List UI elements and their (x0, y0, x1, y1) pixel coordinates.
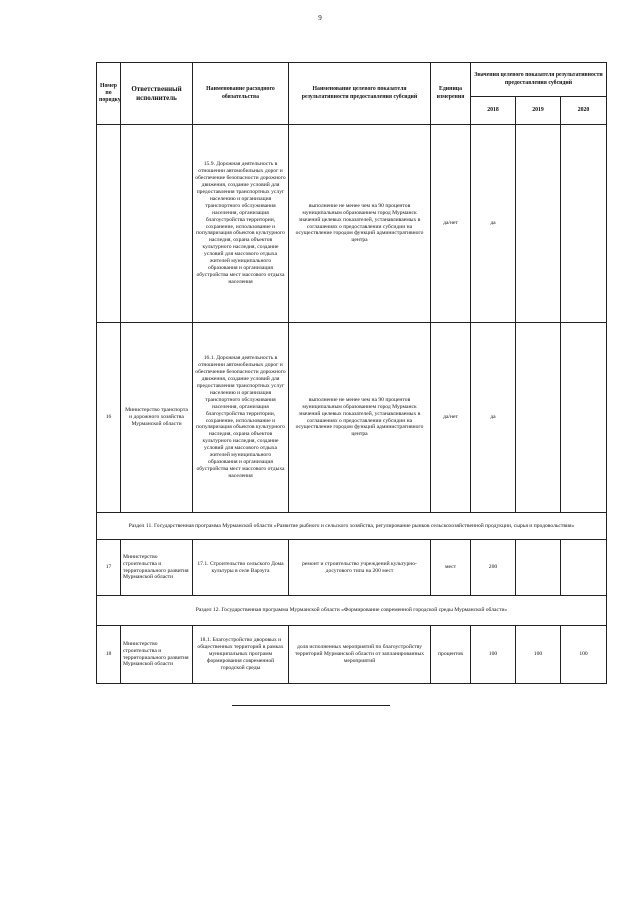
header-year-2018: 2018 (471, 97, 516, 125)
value-2018: да (471, 323, 516, 513)
header-responsible: Ответственный исполнитель (121, 63, 193, 125)
table-row (97, 323, 607, 513)
expenditure-obligation: 17.1. Строительство сельского Дома культуры в селе Варзуга (193, 540, 289, 596)
table-row (97, 540, 607, 596)
header-number: Номер по порядку (97, 63, 121, 125)
section-heading: Раздел 12. Государственная программа Мурманской области «Формирование современной городской среды Мурманской области» (97, 596, 607, 626)
row-number: 18 (97, 626, 121, 684)
responsible-executor: Министерство транспорта и дорожного хозяйства Мурманской области (121, 323, 193, 513)
subsidy-indicators-table (96, 62, 607, 684)
row-number (97, 125, 121, 323)
row-number: 17 (97, 540, 121, 596)
closing-line (232, 705, 390, 706)
unit-of-measure: мест (431, 540, 471, 596)
expenditure-obligation: 15.9. Дорожная деятельность в отношении автомобильных дорог и обеспечение безопасности дорожного движения, создание условий для предоставления транспортных услуг населению и организация транспортного обслуживания населения, организация благоустройства территории, сохранение, использование и популяризация объектов культурного наследия, охрана объектов культурного наследия, создание условий для массового отдыха жителей муниципального образования и организация обустройства мест массового отдыха населения (193, 125, 289, 323)
expenditure-obligation: 16.1. Дорожная деятельность в отношении автомобильных дорог и обеспечение безопасности дорожного движения, создание условий для предоставления транспортных услуг населению и организация транспортного обслуживания населения, организация благоустройства территории, сохранение, использование и популяризация объектов культурного наследия, охрана объектов культурного наследия, создание условий для массового отдыха жителей муниципального образования и организация обустройства мест массового отдыха населения (193, 323, 289, 513)
page-number: 9 (318, 14, 322, 22)
target-indicator: выполнение не менее чем на 90 процентов муниципальным образованием город Мурманск значений целевых показателей, устанавливаемых в соглашениях о предоставлении субсидии на осуществление городом функций административного центра (289, 125, 431, 323)
target-indicator: выполнение не менее чем на 90 процентов муниципальным образованием город Мурманск значений целевых показателей, устанавливаемых в соглашениях о предоставлении субсидии на осуществление городом функций административного центра (289, 323, 431, 513)
responsible-executor: Министерство строительства и территориального развития Мурманской области (121, 540, 193, 596)
value-2020: 100 (561, 626, 607, 684)
expenditure-obligation: 18.1. Благоустройство дворовых и общественных территорий в рамках муниципальных программ формирования современной городской среды (193, 626, 289, 684)
value-2020 (561, 125, 607, 323)
header-year-2019: 2019 (516, 97, 561, 125)
target-indicator: доля исполненных мероприятий по благоустройству территорий Мурманской области от запланированных мероприятий (289, 626, 431, 684)
value-2019: 100 (516, 626, 561, 684)
table-row (97, 125, 607, 323)
unit-of-measure: да/нет (431, 125, 471, 323)
value-2018: 100 (471, 626, 516, 684)
header-unit: Единица измерения (431, 63, 471, 125)
table-row (97, 626, 607, 684)
header-year-2020: 2020 (561, 97, 607, 125)
unit-of-measure: да/нет (431, 323, 471, 513)
value-2018: да (471, 125, 516, 323)
value-2020 (561, 323, 607, 513)
value-2019 (516, 323, 561, 513)
row-number: 16 (97, 323, 121, 513)
section-heading: Раздел 11. Государственная программа Мурманской области «Развитие рыбного и сельского хозяйства, регулирование рынков сельскохозяйственной продукции, сырья и продовольствия» (97, 513, 607, 540)
value-2018: 200 (471, 540, 516, 596)
header-obligation: Наименование расходного обязательства (193, 63, 289, 125)
header-indicator: Наименование целевого показателя результативности предоставления субсидий (289, 63, 431, 125)
target-indicator: ремонт и строительство учреждений культурно-досугового типа на 200 мест (289, 540, 431, 596)
responsible-executor: Министерство строительства и территориального развития Мурманской области (121, 626, 193, 684)
unit-of-measure: процентов (431, 626, 471, 684)
value-2020 (561, 540, 607, 596)
header-values: Значения целевого показателя результативности предоставления субсидий (471, 63, 607, 97)
value-2019 (516, 125, 561, 323)
responsible-executor (121, 125, 193, 323)
value-2019 (516, 540, 561, 596)
